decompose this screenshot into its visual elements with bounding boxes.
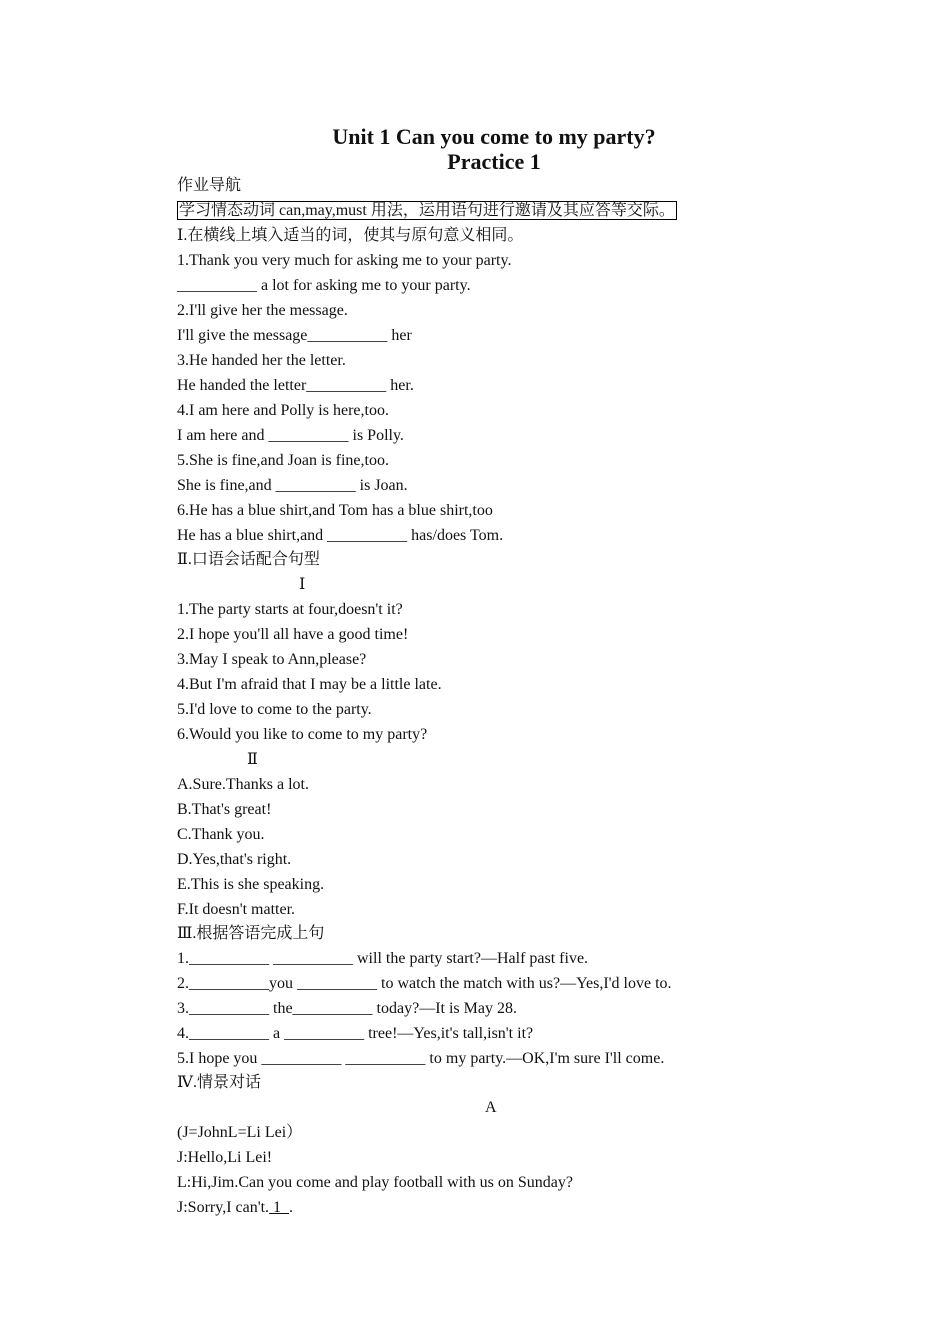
dialogue-item: 3.May I speak to Ann,please? [177,651,367,668]
column1-label: Ⅰ [299,576,306,593]
section1-heading: Ⅰ.在横线上填入适当的词，使其与原句意义相同。 [177,227,524,244]
goal-box-text: 学习情态动词 can,may,must 用法，运用语句进行邀请及其应答等交际。 [179,202,675,219]
exercise-line: 6.He has a blue shirt,and Tom has a blue shirt,too [177,502,493,519]
exercise-line: 1.Thank you very much for asking me to your party. [177,252,512,269]
section3-heading: Ⅲ.根据答语完成上句 [177,925,325,942]
dialogue-line: (J=JohnL=Li Lei） [177,1124,303,1141]
dialogue-prefix: J:Sorry,I can't. [177,1199,270,1216]
exercise-line: He has a blue shirt,and __________ has/does Tom. [177,527,504,544]
dialogue-item: 5.I'd love to come to the party. [177,701,372,718]
exercise-line: He handed the letter__________ her. [177,377,414,394]
page-subtitle: Practice 1 [447,149,541,174]
exercise-line: I'll give the message__________ her [177,327,412,344]
column2-label: Ⅱ [247,751,258,768]
exercise-line: 4.I am here and Polly is here,too. [177,402,389,419]
exercise-line: 5.She is fine,and Joan is fine,too. [177,452,389,469]
dialogue-line: L:Hi,Jim.Can you come and play football with us on Sunday? [177,1174,573,1191]
response-item: D.Yes,that's right. [177,851,292,868]
response-item: E.This is she speaking. [177,876,325,893]
exercise-line: __________ a lot for asking me to your party. [177,277,471,294]
response-item: B.That's great! [177,801,272,818]
section2-heading: Ⅱ.口语会话配合句型 [177,551,320,568]
response-item: F.It doesn't matter. [177,901,296,918]
blank-1: 1 [269,1199,290,1216]
dialogue-line: J:Hello,Li Lei! [177,1149,273,1166]
page-title: Unit 1 Can you come to my party? [332,124,656,149]
goal-box [177,201,677,221]
exercise-line: 2.__________you __________ to watch the match with us?—Yes,I'd love to. [177,975,672,992]
exercise-line: I am here and __________ is Polly. [177,427,404,444]
exercise-line: 2.I'll give her the message. [177,302,348,319]
exercise-line: She is fine,and __________ is Joan. [177,477,408,494]
nav-label: 作业导航 [177,177,242,194]
section4-heading: Ⅳ.情景对话 [177,1074,261,1091]
dialogue-line [177,1198,293,1218]
dialogue-item: 6.Would you like to come to my party? [177,726,428,743]
exercise-line: 1.__________ __________ will the party start?—Half past five. [177,950,589,967]
exercise-line: 5.I hope you __________ __________ to my party.—OK,I'm sure I'll come. [177,1050,665,1067]
part-label: A [485,1099,497,1116]
exercise-line: 3.__________ the__________ today?—It is May 28. [177,1000,517,1017]
exercise-line: 4.__________ a __________ tree!—Yes,it's tall,isn't it? [177,1025,534,1042]
dialogue-item: 4.But I'm afraid that I may be a little late. [177,676,442,693]
response-item: A.Sure.Thanks a lot. [177,776,309,793]
dialogue-item: 1.The party starts at four,doesn't it? [177,601,403,618]
dialogue-suffix: . [289,1199,294,1216]
exercise-line: 3.He handed her the letter. [177,352,346,369]
response-item: C.Thank you. [177,826,265,843]
dialogue-item: 2.I hope you'll all have a good time! [177,626,409,643]
